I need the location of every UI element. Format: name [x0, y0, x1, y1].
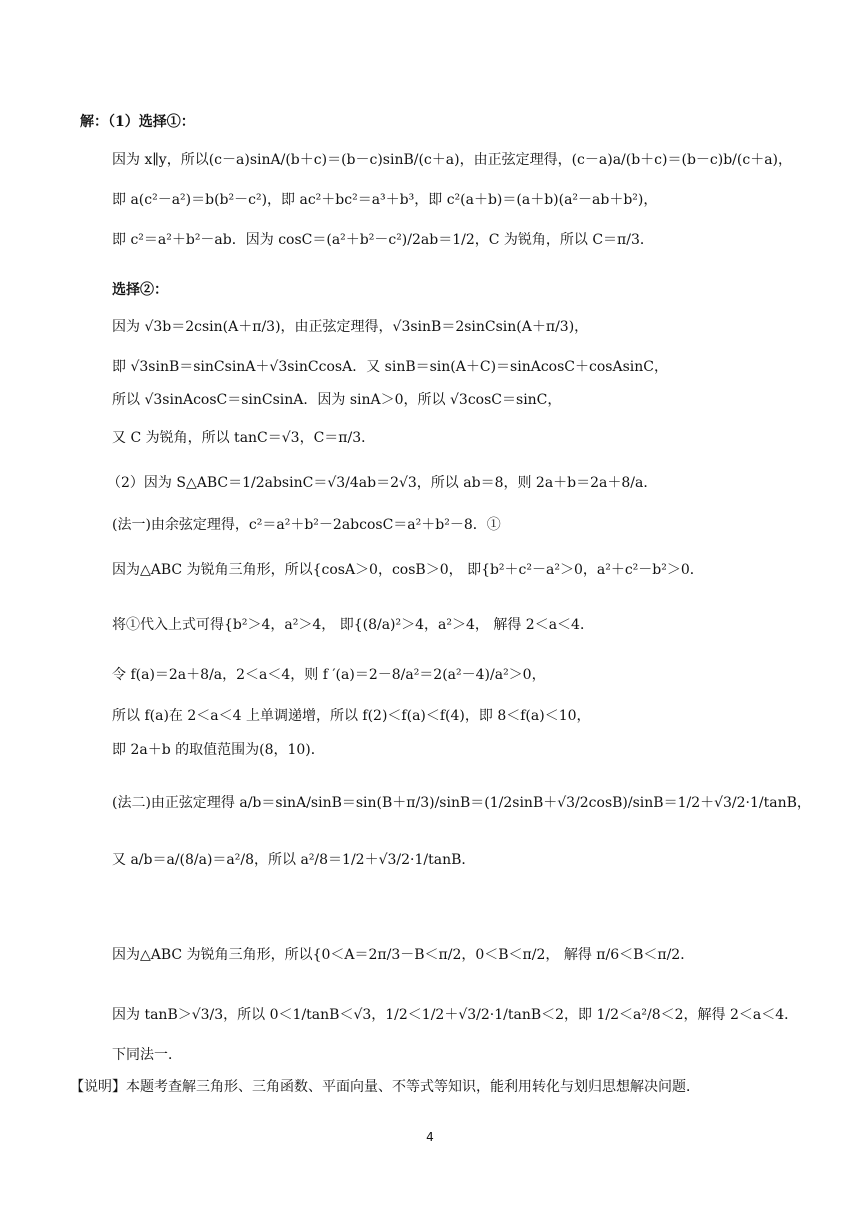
solution-line: 又 a/b＝a/(8/a)＝a²/8，所以 a²/8＝1/2＋√3/2·1/tanB．	[112, 852, 476, 868]
solution-line: (法一)由余弦定理得，c²＝a²＋b²－2abcosC＝a²＋b²－8．①	[112, 517, 501, 533]
solution-line: (法二)由正弦定理得 a/b＝sinA/sinB＝sin(B＋π/3)/sinB＝(1/2sinB＋√3/2cosB)/sinB＝1/2＋√3/2·1/tanB，	[112, 795, 811, 811]
solution-line: 因为 tanB＞√3/3，所以 0＜1/tanB＜√3，1/2＜1/2＋√3/2·1/tanB＜2，即 1/2＜a²/8＜2，解得 2＜a＜4．	[112, 1007, 799, 1023]
solution-line: 所以 √3sinAcosC＝sinCsinA．因为 sinA＞0，所以 √3cosC＝sinC，	[112, 392, 562, 408]
solution-line: 选择②：	[112, 282, 168, 298]
solution-line: 即 √3sinB＝sinCsinA＋√3sinCcosA．又 sinB＝sin(A＋C)＝sinAcosC＋cosAsinC，	[112, 359, 668, 375]
solution-line: 即 c²＝a²＋b²－ab．因为 cosC＝(a²＋b²－c²)/2ab＝1/2，C 为锐角，所以 C＝π/3．	[112, 232, 654, 248]
solution-line: 下同法一．	[112, 1047, 182, 1063]
solution-line: 令 f(a)＝2a＋8/a，2＜a＜4，则 f ′(a)＝2－8/a²＝2(a²－4)/a²＞0，	[112, 667, 546, 683]
solution-line: 即 a(c²－a²)＝b(b²－c²)，即 ac²＋bc²＝a³＋b³，即 c²(a＋b)＝(a＋b)(a²－ab＋b²)，	[112, 192, 658, 208]
solution-line: 将①代入上式可得{b²＞4，a²＞4， 即{(8/a)²＞4，a²＞4， 解得 2＜a＜4．	[112, 617, 594, 633]
solution-line: （2）因为 S△ABC＝1/2absinC＝√3/4ab＝2√3，所以 ab＝8，则 2a＋b＝2a＋8/a．	[107, 475, 658, 491]
page-number: 4	[426, 1130, 434, 1144]
solution-line: 因为 √3b＝2csin(A＋π/3)，由正弦定理得，√3sinB＝2sinCsin(A＋π/3)，	[112, 319, 589, 335]
solution-line: 因为 x∥y，所以(c－a)sinA/(b＋c)＝(b－c)sinB/(c＋a)，由正弦定理得，(c－a)a/(b＋c)＝(b－c)b/(c＋a)，	[112, 152, 793, 168]
solution-line: 所以 f(a)在 2＜a＜4 上单调递增，所以 f(2)＜f(a)＜f(4)，即 8＜f(a)＜10，	[112, 708, 591, 724]
solution-line: 解：（1）选择①：	[80, 114, 195, 130]
solution-line: 又 C 为锐角，所以 tanC＝√3，C＝π/3．	[112, 430, 376, 446]
solution-line: 即 2a＋b 的取值范围为(8，10)．	[112, 742, 325, 758]
solution-line: 因为△ABC 为锐角三角形，所以{0＜A＝2π/3－B＜π/2，0＜B＜π/2， 解得 π/6＜B＜π/2．	[112, 947, 695, 963]
solution-line: 因为△ABC 为锐角三角形，所以{cosA＞0，cosB＞0， 即{b²＋c²－a²＞0，a²＋c²－b²＞0．	[112, 562, 704, 578]
solution-line: 【说明】本题考查解三角形、三角函数、平面向量、不等式等知识，能利用转化与划归思想解决问题．	[70, 1079, 700, 1095]
